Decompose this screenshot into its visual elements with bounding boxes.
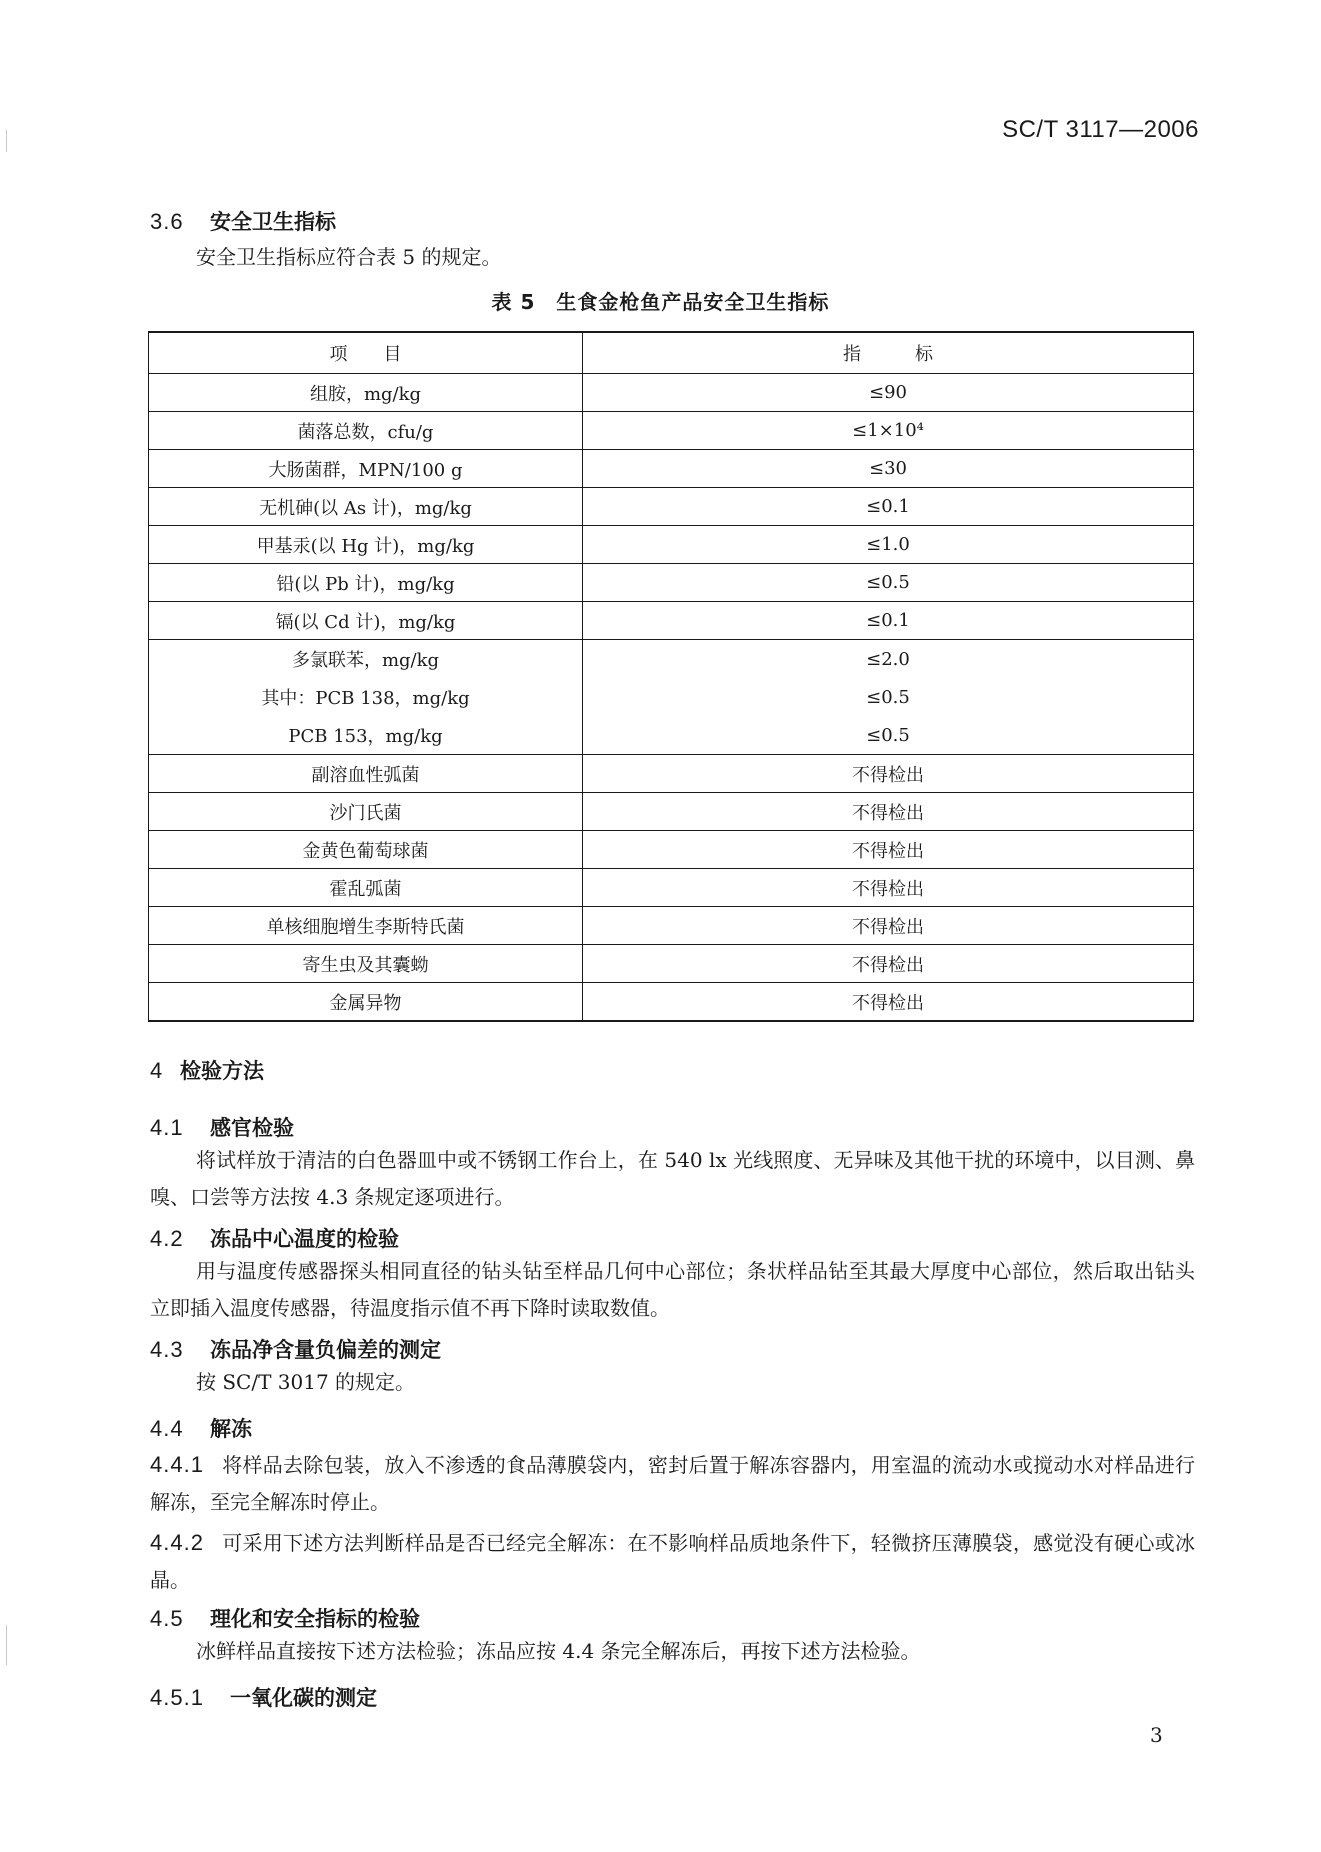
table-row (149, 450, 1194, 488)
item-cell: 菌落总数，cfu/g (149, 412, 583, 450)
section-number: 4.1 (150, 1115, 184, 1140)
scan-edge-mark (6, 130, 7, 152)
item-cell: 单核细胞增生李斯特氏菌 (149, 907, 583, 945)
value-cell: 不得检出 (583, 831, 1194, 869)
section-number: 4.5 (150, 1606, 184, 1631)
item-cell: 寄生虫及其囊蚴 (149, 945, 583, 983)
section-number: 4 (150, 1058, 164, 1083)
item-cell: 多氯联苯，mg/kg (149, 640, 583, 679)
item-cell: 无机砷(以 As 计)，mg/kg (149, 488, 583, 526)
value-cell: ≤30 (583, 450, 1194, 488)
section-4-3-heading (150, 1334, 441, 1364)
scan-edge-mark (6, 1625, 7, 1665)
safety-index-table (148, 331, 1194, 1022)
column-header-item: 项 目 (149, 332, 583, 374)
table-row (149, 831, 1194, 869)
item-cell: 霍乱弧菌 (149, 869, 583, 907)
table-row (149, 983, 1194, 1022)
value-cell: 不得检出 (583, 793, 1194, 831)
value-cell: ≤0.5 (583, 564, 1194, 602)
section-4-2-heading (150, 1223, 399, 1253)
table-row (149, 755, 1194, 793)
page-number: 3 (1150, 1723, 1163, 1747)
paragraph-text: 可采用下述方法判断样品是否已经完全解冻：在不影响样品质地条件下，轻微挤压薄膜袋，感觉没有硬心或冰晶。 (150, 1531, 1195, 1592)
section-title: 冻品中心温度的检验 (210, 1227, 399, 1251)
item-cell: 组胺，mg/kg (149, 374, 583, 412)
value-cell: ≤1×10⁴ (583, 412, 1194, 450)
section-number: 4.4 (150, 1416, 184, 1441)
table-row (149, 374, 1194, 412)
value-cell: ≤1.0 (583, 526, 1194, 564)
value-cell: 不得检出 (583, 945, 1194, 983)
section-4-4-heading (150, 1413, 252, 1443)
table-row (149, 640, 1194, 679)
section-3-6-heading (150, 206, 336, 236)
section-4-1-heading (150, 1112, 294, 1142)
table-row (149, 716, 1194, 755)
table-row (149, 412, 1194, 450)
section-title: 解冻 (210, 1417, 252, 1441)
table-row (149, 602, 1194, 640)
table-row (149, 488, 1194, 526)
section-number: 4.4.2 (150, 1530, 204, 1555)
column-header-value: 指 标 (583, 332, 1194, 374)
value-cell: 不得检出 (583, 983, 1194, 1022)
section-number: 4.4.1 (150, 1452, 204, 1477)
item-cell: 金属异物 (149, 983, 583, 1022)
table-row (149, 945, 1194, 983)
section-title: 一氧化碳的测定 (230, 1686, 377, 1710)
table-row (149, 869, 1194, 907)
section-4-1-text: 将试样放于清洁的白色器皿中或不锈钢工作台上，在 540 lx 光线照度、无异味及其他干扰的环境中，以目测、鼻嗅、口尝等方法按 4.3 条规定逐项进行。 (150, 1148, 1195, 1209)
standard-code: SC/T 3117—2006 (1002, 116, 1199, 143)
table-row (149, 907, 1194, 945)
item-cell: 镉(以 Cd 计)，mg/kg (149, 602, 583, 640)
item-cell: 其中：PCB 138，mg/kg (149, 678, 583, 716)
section-title: 冻品净含量负偏差的测定 (210, 1338, 441, 1362)
section-4-5-text: 冰鲜样品直接按下述方法检验；冻品应按 4.4 条完全解冻后，再按下述方法检验。 (196, 1639, 921, 1663)
value-cell: ≤90 (583, 374, 1194, 412)
value-cell: ≤0.5 (583, 716, 1194, 755)
table-row (149, 564, 1194, 602)
value-cell: 不得检出 (583, 907, 1194, 945)
section-4-3-text: 按 SC/T 3017 的规定。 (196, 1370, 416, 1394)
value-cell: ≤0.1 (583, 488, 1194, 526)
table-row (149, 793, 1194, 831)
value-cell: 不得检出 (583, 869, 1194, 907)
section-4-5-1-heading (150, 1682, 377, 1712)
table-caption: 表 5 生食金枪鱼产品安全卫生指标 (491, 290, 830, 314)
section-title: 感官检验 (210, 1116, 294, 1140)
section-number: 4.3 (150, 1337, 184, 1362)
section-4-4-2-text (150, 1524, 1195, 1599)
section-3-6-text: 安全卫生指标应符合表 5 的规定。 (196, 245, 502, 269)
section-4-2-text: 用与温度传感器探头相同直径的钻头钻至样品几何中心部位；条状样品钻至其最大厚度中心部位，然后取出钻头立即插入温度传感器，待温度指示值不再下降时读取数值。 (150, 1259, 1195, 1320)
item-cell: 铅(以 Pb 计)，mg/kg (149, 564, 583, 602)
section-title: 检验方法 (180, 1059, 264, 1083)
item-cell: 大肠菌群，MPN/100 g (149, 450, 583, 488)
section-4-heading (150, 1055, 264, 1085)
value-cell: 不得检出 (583, 755, 1194, 793)
table-header-row (149, 332, 1194, 374)
value-cell: ≤2.0 (583, 640, 1194, 679)
item-cell: 沙门氏菌 (149, 793, 583, 831)
table-row (149, 678, 1194, 716)
item-cell: PCB 153，mg/kg (149, 716, 583, 755)
section-number: 3.6 (150, 209, 184, 234)
section-number: 4.2 (150, 1226, 184, 1251)
table-row (149, 526, 1194, 564)
section-title: 安全卫生指标 (210, 210, 336, 234)
item-cell: 副溶血性弧菌 (149, 755, 583, 793)
section-title: 理化和安全指标的检验 (210, 1607, 420, 1631)
value-cell: ≤0.5 (583, 678, 1194, 716)
section-4-5-heading (150, 1603, 420, 1633)
item-cell: 甲基汞(以 Hg 计)，mg/kg (149, 526, 583, 564)
item-cell: 金黄色葡萄球菌 (149, 831, 583, 869)
section-number: 4.5.1 (150, 1685, 204, 1710)
value-cell: ≤0.1 (583, 602, 1194, 640)
section-4-4-1-text (150, 1446, 1195, 1521)
paragraph-text: 将样品去除包装，放入不渗透的食品薄膜袋内，密封后置于解冻容器内，用室温的流动水或搅动水对样品进行解冻，至完全解冻时停止。 (150, 1453, 1195, 1514)
